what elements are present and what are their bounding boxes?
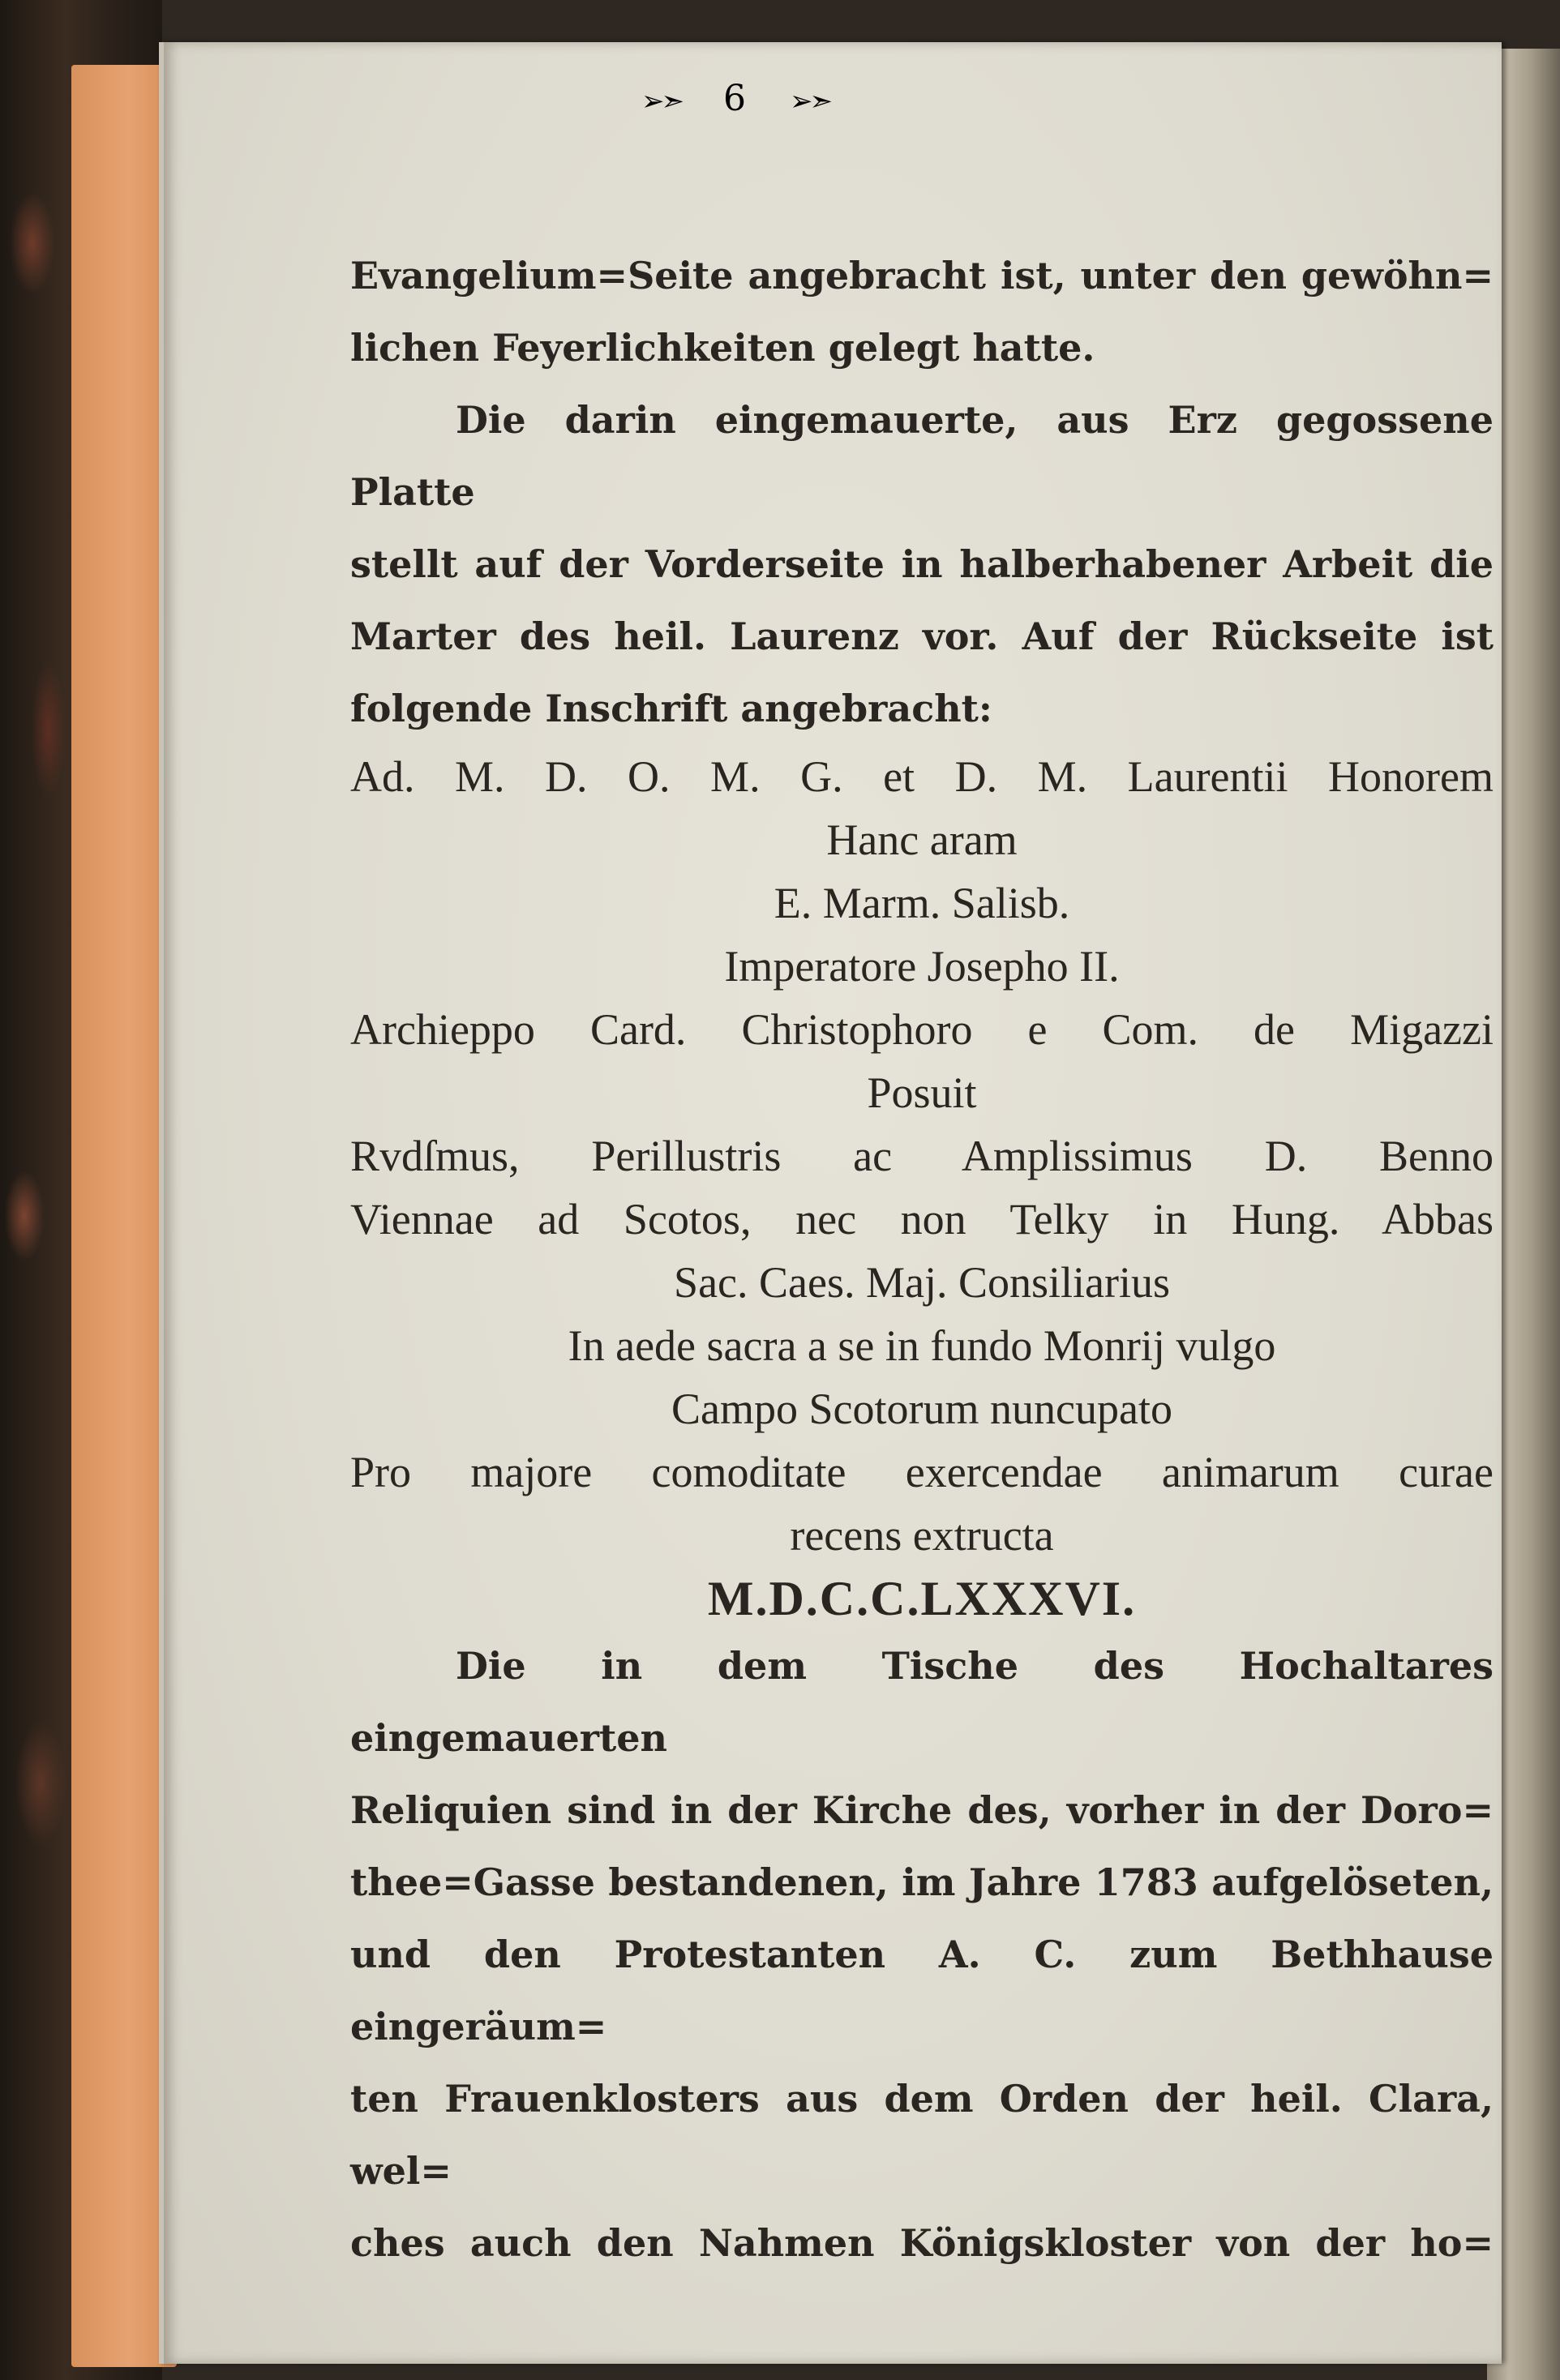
inscription-line: Imperatore Josepho II. xyxy=(724,942,1120,991)
paragraph-line: Die darin eingemauerte, aus Erz gegossene Platte xyxy=(350,398,1494,514)
paragraph-line: thee=Gasse bestandenen, im Jahre 1783 aufgelöseten, xyxy=(350,1860,1494,1904)
paragraph-line: Reliquien sind in der Kirche des, vorher in der Doro= xyxy=(350,1788,1494,1832)
inscription-line: Rvdſmus, Perillustris ac Amplissimus D. Benno xyxy=(350,1132,1494,1180)
paragraph-line: Marter des heil. Laurenz vor. Auf der Rückseite ist xyxy=(350,614,1494,658)
inscription-year: M.D.C.C.LXXXVI. xyxy=(707,1572,1137,1625)
paragraph-line: folgende Inschrift angebracht: xyxy=(350,687,992,730)
book-page xyxy=(159,42,1502,2364)
paragraph-line: und den Protestanten A. C. zum Bethhause eingeräum= xyxy=(350,1933,1494,2048)
paragraph-line: ten Frauenklosters aus dem Orden der heil. Clara, wel= xyxy=(350,2077,1494,2193)
inscription-line: Viennae ad Scotos, nec non Telky in Hung. Abbas xyxy=(350,1195,1494,1244)
inscription-line: Archieppo Card. Christophoro e Com. de Migazzi xyxy=(350,1005,1494,1054)
inscription-line: Ad. M. D. O. M. G. et D. M. Laurentii Honorem xyxy=(350,752,1494,801)
ornament-right: ➢➣ xyxy=(790,85,829,118)
inscription-line: Pro majore comoditate exercendae animarum curae xyxy=(350,1448,1494,1496)
page-number: 6 xyxy=(723,78,748,119)
inscription-line: recens extructa xyxy=(790,1511,1054,1560)
ornament-left: ➢➣ xyxy=(641,85,681,118)
inscription-line: In aede sacra a se in fundo Monrij vulgo xyxy=(568,1321,1276,1370)
inscription-line: Hanc aram xyxy=(826,815,1018,864)
inscription-line: Posuit xyxy=(867,1068,977,1117)
paragraph-line: Evangelium=Seite angebracht ist, unter den gewöhn= xyxy=(350,254,1494,298)
inscription-line: Sac. Caes. Maj. Consiliarius xyxy=(674,1258,1170,1307)
paragraph-line: lichen Feyerlichkeiten gelegt hatte. xyxy=(350,326,1095,370)
page-header xyxy=(164,78,1307,119)
paragraph-line: Die in dem Tische des Hochaltares eingemauerten xyxy=(350,1644,1494,1760)
page-body xyxy=(350,240,1494,2279)
paragraph-line: stellt auf der Vorderseite in halberhabener Arbeit die xyxy=(350,542,1494,586)
inscription-line: E. Marm. Salisb. xyxy=(774,879,1070,927)
inscription-line: Campo Scotorum nuncupato xyxy=(671,1385,1172,1433)
paragraph-line: ches auch den Nahmen Königskloster von der ho= xyxy=(350,2221,1494,2265)
